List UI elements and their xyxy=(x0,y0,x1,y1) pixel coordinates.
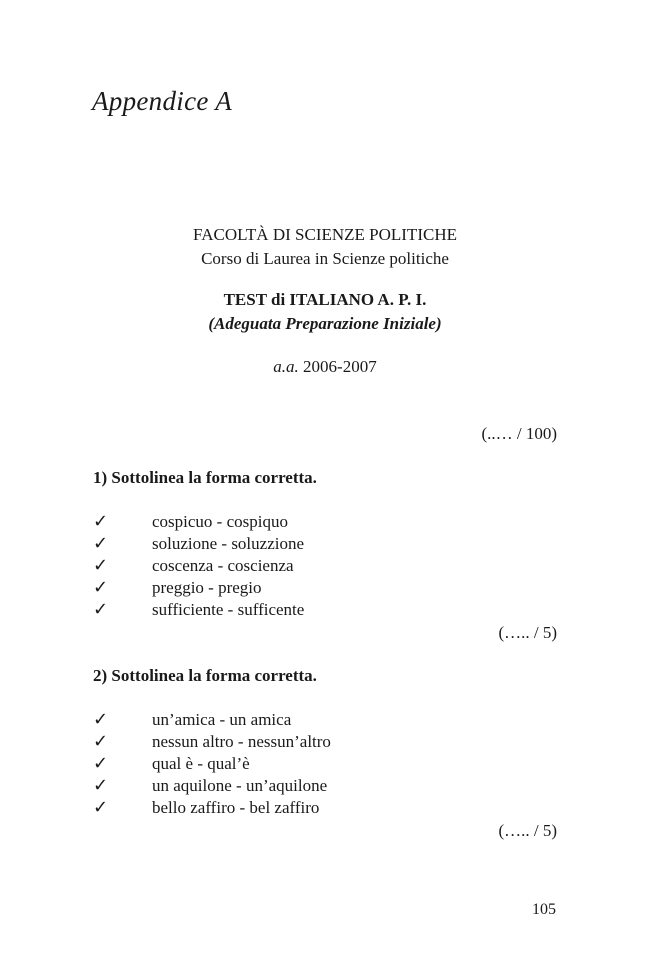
checkmark-icon: ✓ xyxy=(93,555,109,576)
list-item xyxy=(93,753,573,775)
faculty-name: FACOLTÀ DI SCIENZE POLITICHE xyxy=(193,225,457,244)
list-item xyxy=(93,797,573,819)
item-text: qual è - qual’è xyxy=(152,754,250,773)
course-name: Corso di Laurea in Scienze politiche xyxy=(201,249,449,268)
section-1-title: 1) Sottolinea la forma corretta. xyxy=(93,468,317,487)
page-number: 105 xyxy=(532,901,556,918)
section-2-items xyxy=(93,709,573,819)
item-text: cospicuo - cospiquo xyxy=(152,512,288,531)
item-text: sufficiente - sufficente xyxy=(152,600,305,619)
list-item xyxy=(93,577,573,599)
appendix-title: Appendice A xyxy=(92,86,233,116)
list-item xyxy=(93,775,573,797)
item-text: bello zaffiro - bel zaffiro xyxy=(152,798,320,817)
section-2-score: (….. / 5) xyxy=(498,821,557,840)
section-2-title: 2) Sottolinea la forma corretta. xyxy=(93,666,317,685)
list-item xyxy=(93,709,573,731)
item-text: coscenza - coscienza xyxy=(152,556,294,575)
item-text: nessun altro - nessun’altro xyxy=(152,732,331,751)
academic-year xyxy=(0,357,650,377)
academic-year-value: 2006-2007 xyxy=(303,357,377,376)
checkmark-icon: ✓ xyxy=(93,599,109,620)
section-1-score: (….. / 5) xyxy=(498,623,557,642)
checkmark-icon: ✓ xyxy=(93,775,109,796)
item-text: un aquilone - un’aquilone xyxy=(152,776,328,795)
academic-year-prefix: a.a. xyxy=(273,357,299,376)
checkmark-icon: ✓ xyxy=(93,731,109,752)
item-text: soluzione - soluzzione xyxy=(152,534,305,553)
checkmark-icon: ✓ xyxy=(93,511,109,532)
item-text: preggio - pregio xyxy=(152,578,262,597)
list-item xyxy=(93,599,573,621)
list-item xyxy=(93,555,573,577)
checkmark-icon: ✓ xyxy=(93,797,109,818)
test-title: TEST di ITALIANO A. P. I. xyxy=(223,290,427,309)
list-item xyxy=(93,511,573,533)
checkmark-icon: ✓ xyxy=(93,709,109,730)
test-subtitle: (Adeguata Preparazione Iniziale) xyxy=(208,314,442,333)
checkmark-icon: ✓ xyxy=(93,577,109,598)
list-item xyxy=(93,731,573,753)
section-1-items xyxy=(93,511,573,621)
list-item xyxy=(93,533,573,555)
item-text: un’amica - un amica xyxy=(152,710,292,729)
checkmark-icon: ✓ xyxy=(93,753,109,774)
checkmark-icon: ✓ xyxy=(93,533,109,554)
total-score: (..… / 100) xyxy=(481,424,557,443)
